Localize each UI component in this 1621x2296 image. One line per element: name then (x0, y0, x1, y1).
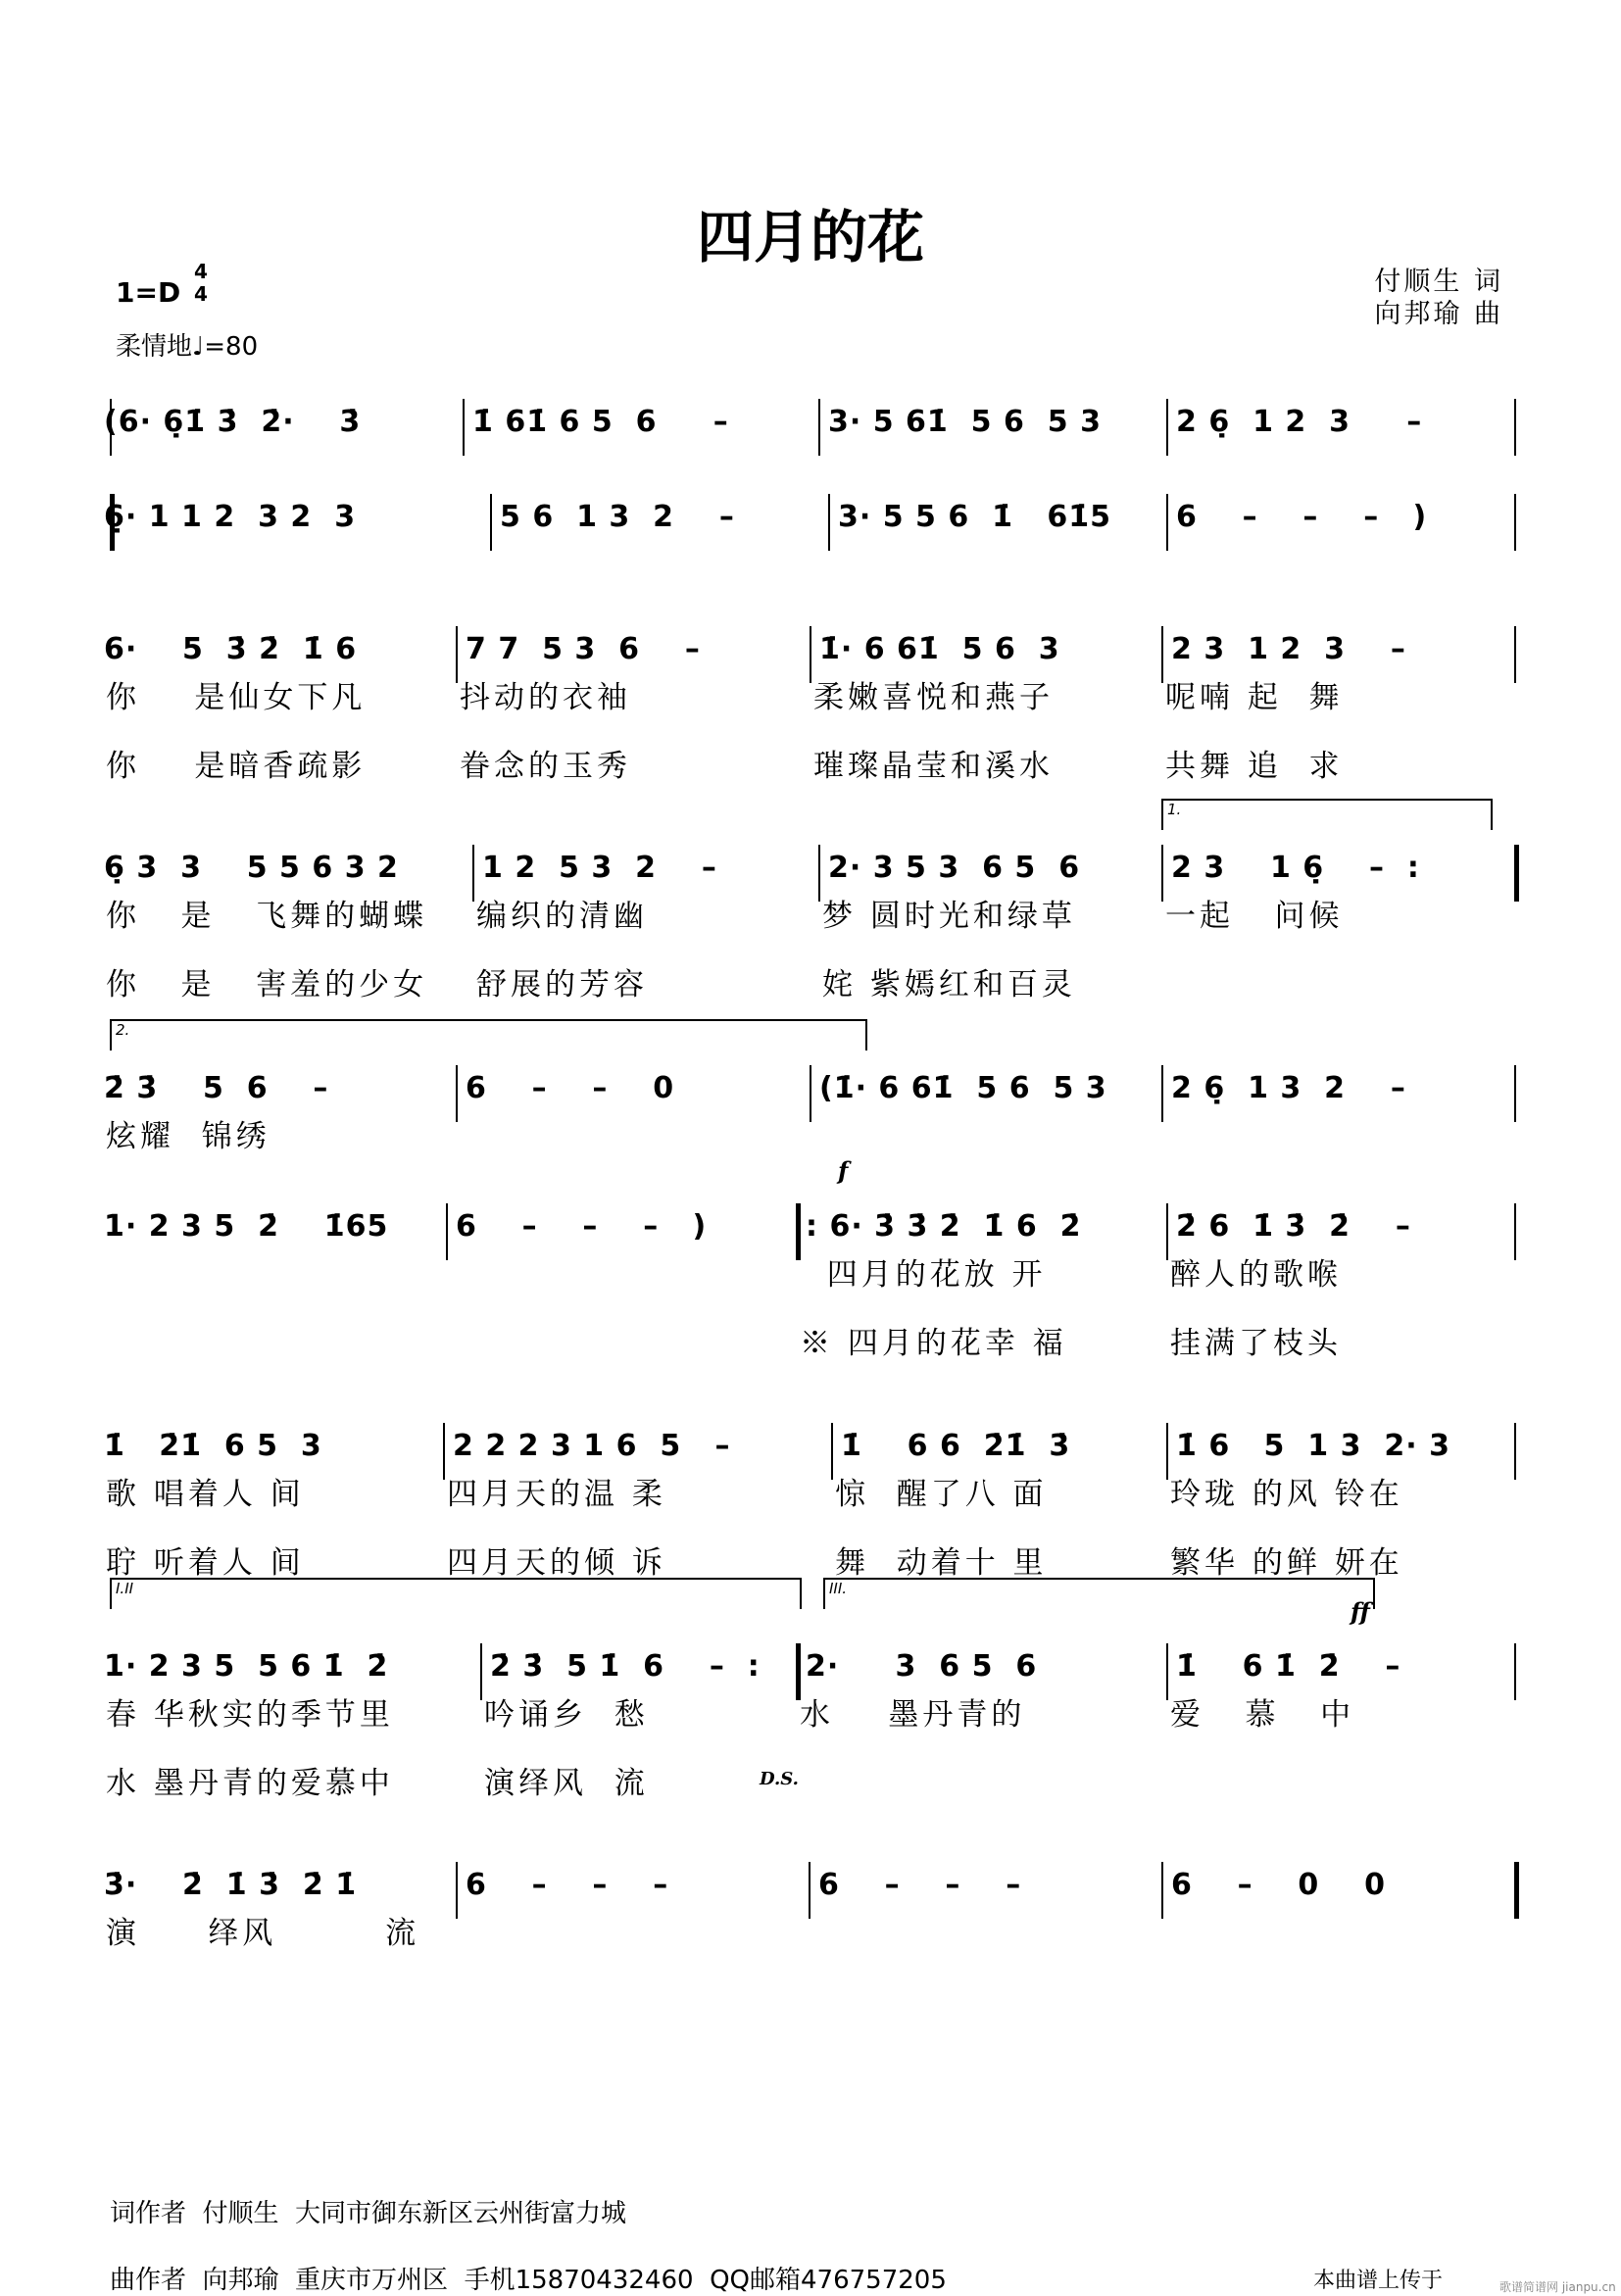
volta-bracket: 1. (1161, 799, 1493, 830)
dynamic-marking: f (838, 1156, 849, 1185)
lyric-line-1: 爱 慕 中 (1170, 1697, 1355, 1733)
measure-notes: 1· 2 3 5 2̇ 1̇65 (104, 1209, 389, 1244)
volta-bracket: I.II (110, 1578, 802, 1609)
measure-notes: 1̇ 61̇ 6 5 6 – (472, 405, 729, 439)
measure-notes: 6̣ 3 3 5 5 6 3 2 (104, 851, 399, 885)
bar-line (1161, 845, 1163, 902)
measure-notes: 2̇ 6 1̇ 3̇ 2̇ – (1176, 1209, 1411, 1244)
time-top: 4 (194, 260, 208, 283)
measure-notes: 7 7 5 3 6 – (466, 632, 701, 666)
lyric-line-2: 你 是暗香疏影 (106, 749, 367, 784)
bar-line (796, 1203, 801, 1260)
lyric-line-1: 歌 唱着人 间 (106, 1477, 305, 1512)
bar-line (1514, 494, 1516, 551)
measure-notes: 2 3 1 2 3 – (1171, 632, 1406, 666)
bar-line (828, 494, 830, 551)
lyric-line-2: 姹 紫嫣红和百灵 (822, 967, 1076, 1002)
bar-line (1161, 626, 1163, 683)
bar-line (1514, 1643, 1516, 1700)
lyric-line-1: 四月天的温 柔 (447, 1477, 666, 1512)
lyric-line-1: 炫耀 锦绣 (106, 1119, 270, 1154)
dal-segno-marking: D.S. (760, 1769, 799, 1789)
measure-notes: 1̇ 6 1̇ 2̇ – (1176, 1649, 1401, 1684)
bar-line (1514, 1862, 1519, 1919)
measure-notes: 6 – – – (818, 1868, 1022, 1902)
lyric-line-1: 四月的花放 开 (800, 1257, 1047, 1293)
bar-line (1161, 1862, 1163, 1919)
bar-line (446, 1203, 448, 1260)
lyric-line-2: ※ 四月的花幸 福 (800, 1326, 1067, 1361)
measure-notes: 6 – – – (466, 1868, 669, 1902)
measure-notes: 1̇ 6 6 2̇1̇ 3̇ (841, 1429, 1071, 1463)
measure-notes: 2̇ 3̇ 5 1̇ 6 – : (490, 1649, 761, 1684)
lyric-line-2: 四月天的倾 诉 (447, 1545, 666, 1581)
lyric-line-1: 吟诵乡 愁 (484, 1697, 649, 1733)
composer-credit: 向邦瑜 曲 (1374, 299, 1503, 329)
lyric-line-1: 柔嫩喜悦和燕子 (813, 680, 1054, 715)
upload-watermark: 本曲谱上传于 (1313, 2269, 1444, 2293)
measure-notes: 6 – – – ) (1176, 500, 1428, 534)
lyric-line-2: 聍 听着人 间 (106, 1545, 305, 1581)
time-bottom: 4 (194, 282, 208, 306)
bar-line (810, 1065, 811, 1122)
bar-line (818, 399, 820, 456)
bar-line (480, 1643, 482, 1700)
measure-notes: 2̇ 3̇ 5 6 – (104, 1071, 329, 1105)
lyric-line-1: 演 绎风 流 (106, 1916, 420, 1951)
site-watermark: 歌谱简谱网 jianpu.cn (1499, 2280, 1616, 2294)
measure-notes: (1̇· 6 61̇ 5 6 5 3 (819, 1071, 1107, 1105)
bar-line (796, 1643, 801, 1700)
lyric-line-1: 你 是 飞舞的蝴蝶 (106, 899, 428, 934)
bar-line (463, 399, 465, 456)
measure-notes: 2 6̣ 1 3 2 – (1171, 1071, 1406, 1105)
bar-line (1514, 399, 1516, 456)
key-signature: 1=D (116, 276, 181, 309)
lyric-line-1: 水 墨丹青的 (800, 1697, 1026, 1733)
bar-line (443, 1423, 445, 1480)
lyric-line-1: 抖动的衣袖 (460, 680, 631, 715)
lyricist-credit: 付顺生 词 (1374, 267, 1503, 297)
lyric-line-1: 呢喃 起 舞 (1165, 680, 1344, 715)
measure-notes: 1̇· 6 61̇ 5 6 3 (819, 632, 1060, 666)
bar-line (1166, 1643, 1168, 1700)
measure-notes: 2· 3 5 3 6 5 6 (828, 851, 1081, 885)
bar-line (456, 1862, 458, 1919)
measure-notes: 6· 5 3̇ 2̇ 1̇ 6 (104, 632, 358, 666)
tempo-marking: 柔情地♩=80 (116, 332, 259, 362)
lyric-line-2: 繁华 的鲜 妍在 (1170, 1545, 1403, 1581)
measure-notes: 1̇ 6 5 1 3 2· 3 (1176, 1429, 1450, 1463)
lyric-line-2: 舒展的芳容 (476, 967, 648, 1002)
lyric-line-2: 舞 动着十 里 (835, 1545, 1048, 1581)
lyricist-info: 词作者 付顺生 大同市御东新区云州街富力城 (110, 2199, 627, 2228)
bar-line (1514, 1065, 1516, 1122)
bar-line (1514, 845, 1519, 902)
lyric-line-2: 演绎风 流 (484, 1766, 649, 1801)
bar-line (1161, 1065, 1163, 1122)
lyric-line-1: 一起 问候 (1165, 899, 1344, 934)
measure-notes: (6· 6̣1̇ 3̇ 2̇· 3̇ (104, 405, 362, 439)
measure-notes: 6̣· 1 1 2 3 2 3 (104, 500, 357, 534)
lyric-line-1: 玲珑 的风 铃在 (1170, 1477, 1403, 1512)
measure-notes: 6 – – – ) (456, 1209, 708, 1244)
measure-notes: 3̇· 2̇ 1̇ 3̇ 2̇ 1̇ (104, 1868, 358, 1902)
measure-notes: 3· 5 5 6 1̇ 61̇5 (838, 500, 1111, 534)
lyric-line-2: 共舞 追 求 (1165, 749, 1344, 784)
measure-notes: 2· 3 6 5 6 (806, 1649, 1038, 1684)
bar-line (456, 626, 458, 683)
bar-line (818, 845, 820, 902)
measure-notes: 6 – 0 0 (1171, 1868, 1386, 1902)
lyric-line-2: 眷念的玉秀 (460, 749, 631, 784)
lyric-line-1: 春 华秋实的季节里 (106, 1697, 394, 1733)
measure-notes: 1· 2 3 5 5 6 1̇ 2̇ (104, 1649, 389, 1684)
lyric-line-1: 惊 醒了八 面 (835, 1477, 1048, 1512)
measure-notes: 1̇ 2̇1̇ 6 5 3 (104, 1429, 322, 1463)
measure-notes: 5 6 1 3 2 – (500, 500, 735, 534)
bar-line (456, 1065, 458, 1122)
lyric-line-2: 璀璨晶莹和溪水 (813, 749, 1054, 784)
lyric-line-2: 水 墨丹青的爱慕中 (106, 1766, 394, 1801)
time-signature (194, 261, 208, 306)
bar-line (1166, 494, 1168, 551)
bar-line (1514, 1423, 1516, 1480)
lyric-line-2: 挂满了枝头 (1170, 1326, 1342, 1361)
measure-notes: 2 2 2 3 1 6 5 – (453, 1429, 731, 1463)
measure-notes: 6 – – 0 (466, 1071, 675, 1105)
measure-notes: : 6· 3̇ 3̇ 2̇ 1̇ 6 2̇ (806, 1209, 1082, 1244)
volta-bracket: III. (823, 1578, 1375, 1609)
bar-line (1166, 1203, 1168, 1260)
bar-line (490, 494, 492, 551)
bar-line (831, 1423, 833, 1480)
measure-notes: 2 3 1 6̣ – : (1171, 851, 1420, 885)
lyric-line-1: 梦 圆时光和绿草 (822, 899, 1076, 934)
measure-notes: 2 6̣ 1 2 3 – (1176, 405, 1423, 439)
lyric-line-1: 你 是仙女下凡 (106, 680, 367, 715)
bar-line (810, 626, 811, 683)
bar-line (1166, 399, 1168, 456)
dynamic-marking: ff (1351, 1597, 1370, 1626)
lyric-line-1: 醉人的歌喉 (1170, 1257, 1342, 1293)
bar-line (1166, 1423, 1168, 1480)
volta-bracket: 2. (110, 1019, 867, 1050)
lyric-line-2: 你 是 害羞的少女 (106, 967, 428, 1002)
bar-line (1514, 626, 1516, 683)
bar-line (809, 1862, 810, 1919)
score-title: 四月的花 (696, 204, 924, 270)
composer-info: 曲作者 向邦瑜 重庆市万州区 手机15870432460 QQ邮箱476757205 (110, 2266, 947, 2295)
measure-notes: 1 2 5 3 2 – (482, 851, 717, 885)
measure-notes: 3· 5 61̇ 5 6 5 3 (828, 405, 1102, 439)
bar-line (1514, 1203, 1516, 1260)
lyric-line-1: 编织的清幽 (476, 899, 648, 934)
bar-line (472, 845, 474, 902)
